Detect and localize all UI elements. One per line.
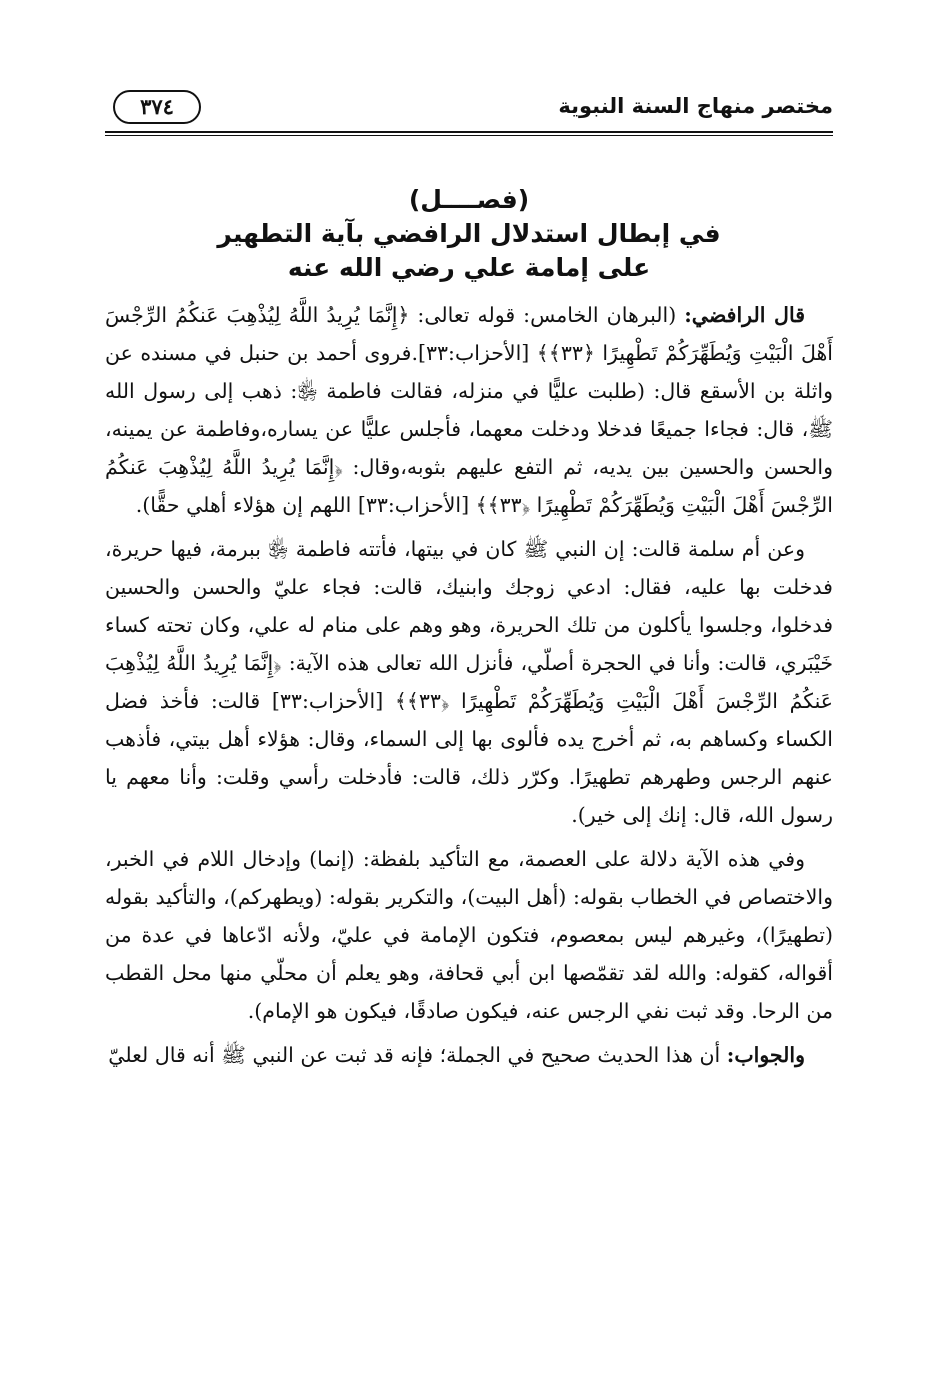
paragraph-text: وفي هذه الآية دلالة على العصمة، مع التأكيد بلفظة: (إنما) وإدخال اللام في الخبر، والاختصاص في الخطاب بقوله: (أهل البيت)، والتكرير بقوله: (ويطهركم)، والتأكيد بقوله (تطهيرًا)، وغيرهم ليس بمعصوم، فتكون الإمامة في عليّ، ولأنه ادّعاها في عدة من أقواله، كقوله: والله لقد تقمّصها ابن أبي قحافة، وهو يعلم أن محلّي منها محل القطب من الرحا. وقد ثبت نفي الرجس عنه، فيكون صادقًا، فيكون هو الإمام). [105, 847, 833, 1023]
paragraph [105, 1036, 833, 1074]
page-header [105, 86, 833, 130]
paragraph-text: وعن أم سلمة قالت: إن النبي ﷺ كان في بيتها، فأتته فاطمة ﵂ ببرمة، فيها حريرة، فدخلت بها عليه، فقال: ادعي زوجك وابنيك، قالت: فجاء عليّ والحسن والحسين فدخلوا، وجلسوا يأكلون من تلك الحريرة، وهو وهم على منام له علي، وكان تحته كساء خَيْبَري، قالت: وأنا في الحجرة أصلّي، فأنزل الله تعالى هذه الآية: ﴿إِنَّمَا يُرِيدُ اللَّهُ لِيُذْهِبَ عَنكُمُ الرِّجْسَ أَهْلَ الْبَيْتِ وَيُطَهِّرَكُمْ تَطْهِيرًا ﴿٣٣﴾﴾ [الأحزاب:٣٣] قالت: فأخذ فضل الكساء وكساهم به، ثم أخرج يده فألوى بها إلى السماء، وقال: هؤلاء أهل بيتي، فأذهب عنهم الرجس وطهرهم تطهيرًا. وكرّر ذلك، قالت: فأدخلت رأسي وقلت: وأنا معهم يا رسول الله، قال: إنك إلى خير). [105, 537, 834, 827]
paragraph-lead: قال الرافضي: [684, 303, 805, 327]
header-rule-thin [105, 135, 833, 136]
book-title: مختصر منهاج السنة النبوية [558, 94, 833, 118]
section-titles [105, 183, 833, 285]
paragraph-text: (البرهان الخامس: قوله تعالى: ﴿إِنَّمَا يُرِيدُ اللَّهُ لِيُذْهِبَ عَنكُمُ الرِّجْسَ أَهْلَ الْبَيْتِ وَيُطَهِّرَكُمْ تَطْهِيرًا ﴿٣٣﴾﴾ [الأحزاب:٣٣].فروى أحمد بن حنبل في مسنده عن واثلة بن الأسقع قال: (طلبت عليًّا في منزله، فقالت فاطمة ﵂: ذهب إلى رسول الله ﷺ، قال: فجاءا جميعًا فدخلا ودخلت معهما، فأجلس عليًّا عن يساره،وفاطمة عن يمينه، والحسن والحسين بين يديه، ثم التفع عليهم بثوبه،وقال: ﴿إِنَّمَا يُرِيدُ اللَّهُ لِيُذْهِبَ عَنكُمُ الرِّجْسَ أَهْلَ الْبَيْتِ وَيُطَهِّرَكُمْ تَطْهِيرًا ﴿٣٣﴾﴾ [الأحزاب:٣٣] اللهم إن هؤلاء أهلي حقًّا). [105, 303, 833, 517]
section-heading: (فصــــل) [408, 185, 530, 214]
paragraph [105, 296, 833, 524]
section-subtitle-2: على إمامة علي رضي الله عنه [287, 253, 651, 282]
body-text [105, 296, 833, 1080]
paragraph-text: أن هذا الحديث صحيح في الجملة؛ فإنه قد ثبت عن النبي ﷺ أنه قال لعليّ [108, 1043, 727, 1067]
page-number: ٣٧٤ [113, 90, 201, 124]
paragraph-lead: والجواب: [726, 1043, 805, 1067]
header-rule [105, 131, 833, 133]
paragraph [105, 530, 833, 834]
paragraph [105, 840, 833, 1030]
section-subtitle-1: في إبطال استدلال الرافضي بآية التطهير [217, 219, 721, 248]
